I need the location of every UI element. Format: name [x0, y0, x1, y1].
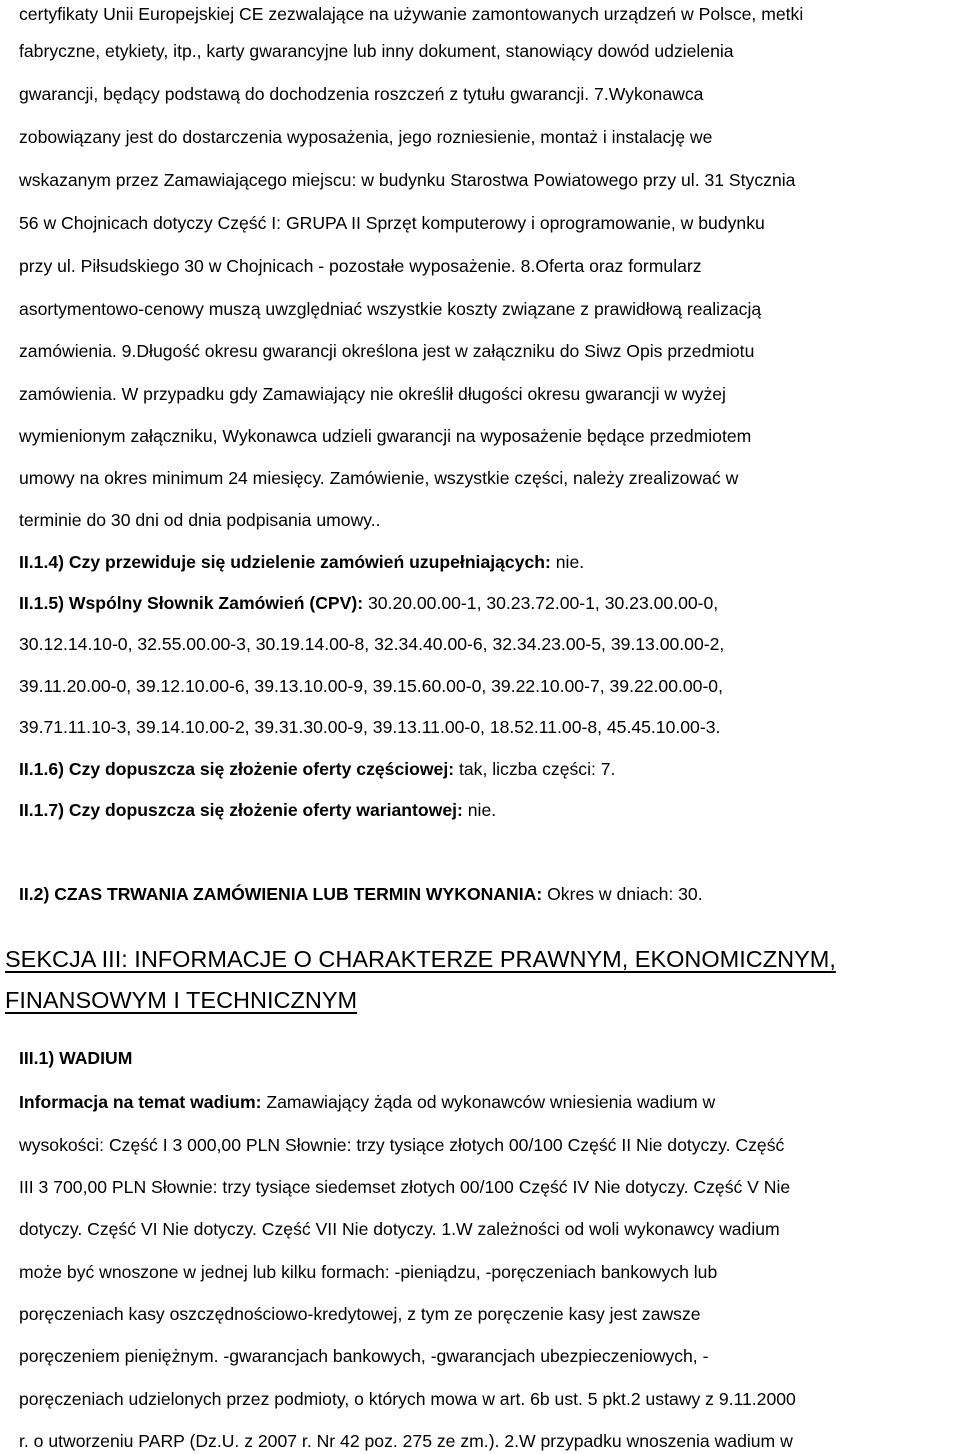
field-value: Zamawiający żąda od wykonawców wniesienia wadium w	[261, 1092, 716, 1112]
field-value: nie.	[462, 800, 497, 820]
text-line	[19, 1388, 796, 1410]
line-text: 39.71.11.10-3, 39.14.10.00-2, 39.31.30.00-9, 39.13.11.00-0, 18.52.11.00-8, 45.45.10.00-3.	[19, 717, 721, 737]
subheading-text: III.1) WADIUM	[19, 1048, 133, 1068]
line-text: wysokości: Część I 3 000,00 PLN Słownie: trzy tysiące złotych 00/100 Część II Nie dotyczy. Część	[19, 1135, 785, 1155]
line-text: zamówienia. W przypadku gdy Zamawiający nie określił długości okresu gwarancji w wyżej	[19, 384, 726, 404]
section-heading: FINANSOWYM I TECHNICZNYM	[5, 987, 358, 1013]
field-value: nie.	[550, 552, 585, 572]
text-line	[19, 1176, 790, 1198]
field-line	[19, 592, 718, 614]
line-text: poręczeniach udzielonych przez podmioty, o których mowa w art. 6b ust. 5 pkt.2 ustawy z 9.11.2000	[19, 1389, 796, 1409]
field-line	[19, 758, 615, 780]
field-label: II.2) CZAS TRWANIA ZAMÓWIENIA LUB TERMIN WYKONANIA:	[19, 884, 543, 904]
line-text: fabryczne, etykiety, itp., karty gwarancyjne lub inny dokument, stanowiący dowód udzielenia	[19, 41, 734, 61]
text-line	[19, 633, 724, 655]
line-text: asortymentowo-cenowy muszą uwzględniać wszystkie koszty związane z prawidłową realizacją	[19, 299, 762, 319]
text-line	[19, 255, 702, 277]
field-line	[19, 883, 703, 905]
text-line	[19, 716, 720, 738]
line-text: gwarancji, będący podstawą do dochodzenia roszczeń z tytułu gwarancji. 7.Wykonawca	[19, 84, 704, 104]
line-text: umowy na okres minimum 24 miesięcy. Zamówienie, wszystkie części, należy zrealizować w	[19, 468, 739, 488]
text-line	[19, 169, 795, 191]
field-label: Informacja na temat wadium:	[19, 1092, 262, 1112]
line-text: 39.11.20.00-0, 39.12.10.00-6, 39.13.10.00-9, 39.15.60.00-0, 39.22.10.00-7, 39.22.00.00-0,	[19, 676, 723, 696]
line-text: dotyczy. Część VI Nie dotyczy. Część VII Nie dotyczy. 1.W zależności od woli wykonawcy wadium	[19, 1219, 780, 1239]
subheading	[19, 1047, 132, 1069]
field-label: II.1.5) Wspólny Słownik Zamówień (CPV):	[19, 593, 364, 613]
text-line	[19, 383, 726, 405]
line-text: zobowiązany jest do dostarczenia wyposażenia, jego rozniesienie, montaż i instalację we	[19, 127, 713, 147]
field-value: Okres w dniach: 30.	[542, 884, 703, 904]
field-value: 30.20.00.00-1, 30.23.72.00-1, 30.23.00.00-0,	[363, 593, 719, 613]
field-line	[19, 799, 496, 821]
line-text: 30.12.14.10-0, 32.55.00.00-3, 30.19.14.00-8, 32.34.40.00-6, 32.34.23.00-5, 39.13.00.00-2,	[19, 634, 725, 654]
line-text: wskazanym przez Zamawiającego miejscu: w budynku Starostwa Powiatowego przy ul. 31 Stycznia	[19, 170, 796, 190]
line-text: może być wnoszone w jednej lub kilku formach: -pieniądzu, -poręczeniach bankowych lub	[19, 1262, 718, 1282]
line-text: certyfikaty Unii Europejskiej CE zezwalające na używanie zamontowanych urządzeń w Polsce, metki	[19, 4, 804, 24]
section-heading: SEKCJA III: INFORMACJE O CHARAKTERZE PRAWNYM, EKONOMICZNYM,	[5, 946, 836, 972]
text-line	[19, 1218, 780, 1240]
line-text: terminie do 30 dni od dnia podpisania umowy..	[19, 510, 381, 530]
text-line	[19, 509, 381, 531]
line-text: r. o utworzeniu PARP (Dz.U. z 2007 r. Nr 42 poz. 275 ze zm.). 2.W przypadku wnoszenia wadium w	[19, 1431, 793, 1451]
line-text: zamówienia. 9.Długość okresu gwarancji określona jest w załączniku do Siwz Opis przedmiotu	[19, 341, 755, 361]
text-line	[19, 340, 754, 362]
field-value: tak, liczba części: 7.	[454, 759, 616, 779]
line-text: wymienionym załączniku, Wykonawca udzieli gwarancji na wyposażenie będące przedmiotem	[19, 426, 752, 446]
field-label: II.1.4) Czy przewiduje się udzielenie zamówień uzupełniających:	[19, 552, 551, 572]
text-line	[19, 467, 738, 489]
text-line	[19, 1134, 784, 1156]
field-label: II.1.7) Czy dopuszcza się złożenie oferty wariantowej:	[19, 800, 463, 820]
line-text: III 3 700,00 PLN Słownie: trzy tysiące siedemset złotych 00/100 Część IV Nie dotyczy. Część V Nie	[19, 1177, 791, 1197]
text-line	[19, 425, 751, 447]
line-text: 56 w Chojnicach dotyczy Część I: GRUPA II Sprzęt komputerowy i oprogramowanie, w budynku	[19, 213, 765, 233]
line-text: poręczeniem pieniężnym. -gwarancjach bankowych, -gwarancjach ubezpieczeniowych, -	[19, 1346, 709, 1366]
field-line	[19, 551, 584, 573]
field-line	[19, 1091, 715, 1113]
text-line	[19, 1430, 793, 1452]
text-line	[19, 1261, 717, 1283]
text-line	[19, 3, 803, 25]
text-line	[19, 675, 723, 697]
text-line	[19, 298, 761, 320]
text-line	[19, 1303, 701, 1325]
text-line	[19, 40, 734, 62]
line-text: poręczeniach kasy oszczędnościowo-kredytowej, z tym ze poręczenie kasy jest zawsze	[19, 1304, 701, 1324]
field-label: II.1.6) Czy dopuszcza się złożenie oferty częściowej:	[19, 759, 455, 779]
text-line	[19, 126, 712, 148]
text-line	[19, 83, 703, 105]
text-line	[19, 212, 765, 234]
line-text: przy ul. Piłsudskiego 30 w Chojnicach - pozostałe wyposażenie. 8.Oferta oraz formularz	[19, 256, 702, 276]
text-line	[19, 1345, 708, 1367]
